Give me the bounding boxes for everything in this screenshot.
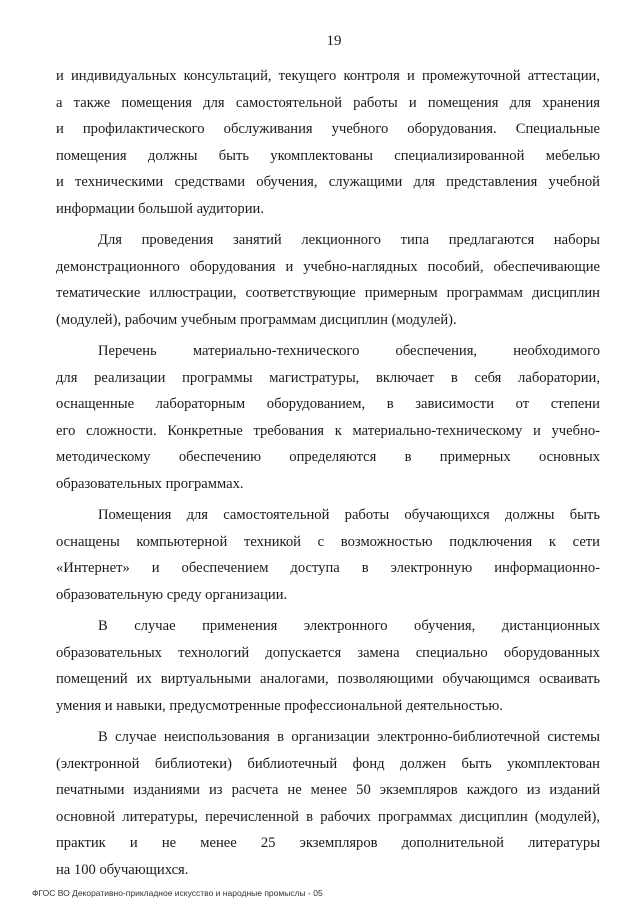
- text-line: его сложности. Конкретные требования к материально-техническому и учебно-: [56, 422, 600, 439]
- text-line: печатными изданиями из расчета не менее 50 экземпляров каждого из изданий: [56, 782, 600, 798]
- text-line: демонстрационного оборудования и учебно-наглядных пособий, обеспечивающие: [56, 258, 600, 275]
- text-line: образовательных технологий допускается замена специально оборудованных: [56, 644, 600, 661]
- text-line: Для проведения занятий лекционного типа предлагаются наборы: [98, 232, 600, 248]
- text-line: практик и не менее 25 экземпляров дополнительной литературы: [56, 835, 600, 851]
- paragraph: [56, 338, 600, 497]
- document-footer: ФГОС ВО Декоративно-прикладное искусство и народные промыслы - 05: [32, 888, 323, 898]
- text-line: тематические иллюстрации, соответствующие примерным программам дисциплин: [56, 285, 600, 301]
- text-line: для реализации программы магистратуры, включает в себя лаборатории,: [56, 369, 600, 386]
- text-line: умения и навыки, предусмотренные профессиональной деятельностью.: [56, 697, 503, 714]
- text-line: образовательных программах.: [56, 475, 244, 492]
- text-line: Перечень материально-технического обеспечения, необходимого: [98, 343, 600, 359]
- text-line: и индивидуальных консультаций, текущего контроля и промежуточной аттестации,: [56, 68, 600, 84]
- paragraph: [56, 502, 600, 608]
- text-line: В случае неиспользования в организации электронно-библиотечной системы: [98, 729, 600, 745]
- text-line: а также помещения для самостоятельной работы и помещения для хранения: [56, 94, 600, 111]
- text-line: оснащенные лабораторным оборудованием, в зависимости от степени: [56, 396, 600, 412]
- text-line: (электронной библиотеки) библиотечный фонд должен быть укомплектован: [56, 755, 600, 772]
- text-line: информации большой аудитории.: [56, 200, 264, 217]
- text-line: методическому обеспечению определяются в примерных основных: [56, 449, 600, 465]
- page-number: 19: [326, 33, 342, 49]
- text-line: образовательную среду организации.: [56, 586, 288, 603]
- paragraph: [56, 613, 600, 719]
- text-line: оснащены компьютерной техникой с возможностью подключения к сети: [56, 533, 600, 550]
- paragraph: [56, 227, 600, 333]
- text-line: на 100 обучающихся.: [56, 861, 189, 878]
- text-line: помещений их виртуальными аналогами, позволяющими обучающимся осваивать: [56, 671, 600, 687]
- text-line: и техническими средствами обучения, служащими для представления учебной: [56, 174, 600, 190]
- text-line: (модулей), рабочим учебным программам дисциплин (модулей).: [56, 311, 457, 328]
- text-line: помещения должны быть укомплектованы специализированной мебелью: [56, 147, 600, 164]
- paragraph: [56, 63, 600, 222]
- text-line: Помещения для самостоятельной работы обучающихся должны быть: [98, 507, 600, 523]
- paragraph: [56, 724, 600, 883]
- text-line: «Интернет» и обеспечением доступа в электронную информационно-: [56, 560, 600, 576]
- body-text: [56, 63, 600, 883]
- text-line: основной литературы, перечисленной в рабочих программах дисциплин (модулей),: [56, 808, 600, 825]
- text-line: и профилактического обслуживания учебного оборудования. Специальные: [56, 121, 600, 137]
- text-line: В случае применения электронного обучения, дистанционных: [98, 618, 600, 634]
